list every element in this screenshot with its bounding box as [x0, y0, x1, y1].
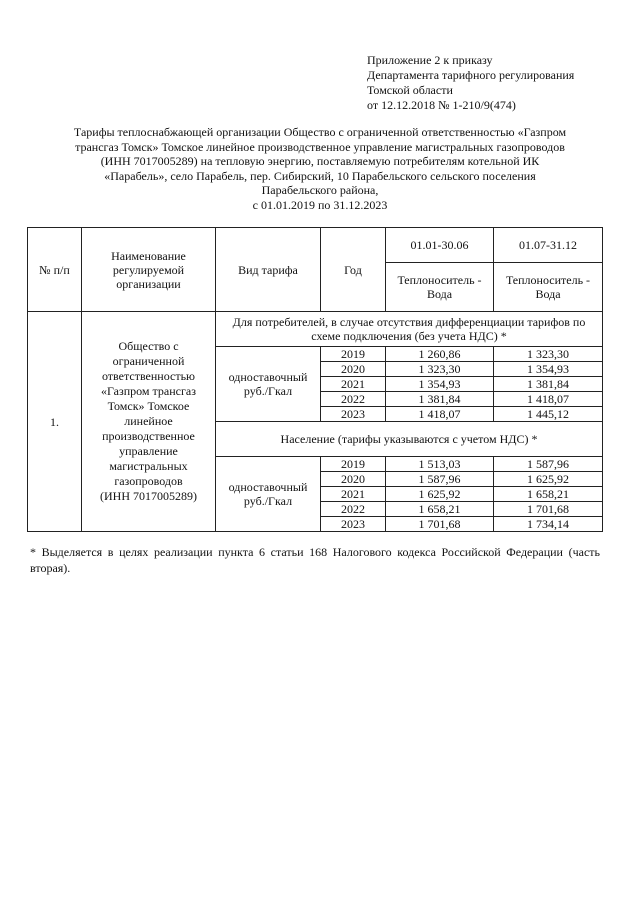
appendix-block — [367, 53, 574, 113]
year-cell: 2023 — [321, 517, 386, 532]
section-heading: Для потребителей, в случае отсутствия дифференциации тарифов по схеме подключения (без учета НДС) * — [216, 312, 603, 347]
tariff-h2-cell: 1 658,21 — [494, 487, 603, 502]
year-cell: 2021 — [321, 377, 386, 392]
appendix-line: Приложение 2 к приказу — [367, 53, 493, 67]
org-line: Общество с — [118, 339, 179, 353]
tariff-table — [27, 227, 603, 532]
year-cell: 2023 — [321, 407, 386, 422]
tariff-h2-cell: 1 734,14 — [494, 517, 603, 532]
appendix-line: от 12.12.2018 № 1-210/9(474) — [367, 98, 516, 112]
org-line: ограниченной — [112, 354, 185, 368]
year-cell: 2020 — [321, 362, 386, 377]
header-period-1: 01.01-30.06 — [386, 228, 494, 263]
tariff-h1-cell: 1 587,96 — [386, 472, 494, 487]
header-organization: Наименование регулируемой организации — [82, 228, 216, 312]
header-year: Год — [321, 228, 386, 312]
org-line: магистральных — [109, 459, 188, 473]
header-tariff-type: Вид тарифа — [216, 228, 321, 312]
header-carrier-2: Теплоноситель - Вода — [494, 263, 603, 312]
tariff-h1-cell: 1 354,93 — [386, 377, 494, 392]
year-cell: 2019 — [321, 347, 386, 362]
tariff-h1-cell: 1 625,92 — [386, 487, 494, 502]
org-line: «Газпром трансгаз — [101, 384, 196, 398]
org-line: производственное — [102, 429, 195, 443]
org-line: Томск» Томское — [107, 399, 190, 413]
year-cell: 2019 — [321, 457, 386, 472]
org-line: (ИНН 7017005289) — [100, 489, 197, 503]
title-line: Парабельского района, — [261, 183, 379, 197]
org-line: ответственностью — [101, 369, 196, 383]
tariff-h2-cell: 1 625,92 — [494, 472, 603, 487]
header-num: № п/п — [28, 228, 82, 312]
org-line: газопроводов — [114, 474, 183, 488]
footnote: * Выделяется в целях реализации пункта 6 статьи 168 Налогового кодекса Российской Федерации (часть вторая). — [30, 545, 600, 575]
header-period-2: 01.07-31.12 — [494, 228, 603, 263]
tariff-h2-cell: 1 587,96 — [494, 457, 603, 472]
tariff-h1-cell: 1 701,68 — [386, 517, 494, 532]
tariff-h1-cell: 1 658,21 — [386, 502, 494, 517]
section-heading: Население (тарифы указываются с учетом НДС) * — [216, 422, 603, 457]
tariff-h2-cell: 1 381,84 — [494, 377, 603, 392]
document-title — [40, 125, 600, 212]
tariff-h2-cell: 1 445,12 — [494, 407, 603, 422]
title-line: трансгаз Томск» Томское линейное производственное управление магистральных газопроводов — [75, 139, 565, 154]
tariff-h1-cell: 1 323,30 — [386, 362, 494, 377]
tariff-h1-cell: 1 418,07 — [386, 407, 494, 422]
title-line: (ИНН 7017005289) на тепловую энергию, поставляемую потребителям котельной ИК — [100, 154, 540, 168]
organization-cell — [82, 312, 216, 532]
org-line: линейное — [124, 414, 173, 428]
title-line: с 01.01.2019 по 31.12.2023 — [252, 197, 388, 212]
tariff-type-line: руб./Гкал — [243, 494, 293, 508]
header-row — [28, 228, 603, 263]
org-line: управление — [119, 444, 178, 458]
section-heading-row — [28, 312, 603, 347]
tariff-type-line: руб./Гкал — [243, 384, 293, 398]
row-number: 1. — [28, 312, 82, 532]
title-line: «Парабель», село Парабель, пер. Сибирский, 10 Парабельского сельского поселения — [104, 168, 536, 183]
appendix-line: Томской области — [367, 83, 453, 97]
tariff-type-cell — [216, 457, 321, 532]
tariff-h2-cell: 1 418,07 — [494, 392, 603, 407]
tariff-h2-cell: 1 701,68 — [494, 502, 603, 517]
tariff-h2-cell: 1 354,93 — [494, 362, 603, 377]
year-cell: 2022 — [321, 392, 386, 407]
year-cell: 2021 — [321, 487, 386, 502]
tariff-type-line: одноставочный — [228, 370, 308, 384]
tariff-h2-cell: 1 323,30 — [494, 347, 603, 362]
header-carrier-1: Теплоноситель - Вода — [386, 263, 494, 312]
tariff-h1-cell: 1 381,84 — [386, 392, 494, 407]
tariff-h1-cell: 1 260,86 — [386, 347, 494, 362]
tariff-type-line: одноставочный — [228, 480, 308, 494]
year-cell: 2022 — [321, 502, 386, 517]
year-cell: 2020 — [321, 472, 386, 487]
title-line: Тарифы теплоснабжающей организации Общество с ограниченной ответственностью «Газпром — [73, 125, 567, 139]
appendix-line: Департамента тарифного регулирования — [367, 68, 575, 82]
tariff-type-cell — [216, 347, 321, 422]
tariff-h1-cell: 1 513,03 — [386, 457, 494, 472]
